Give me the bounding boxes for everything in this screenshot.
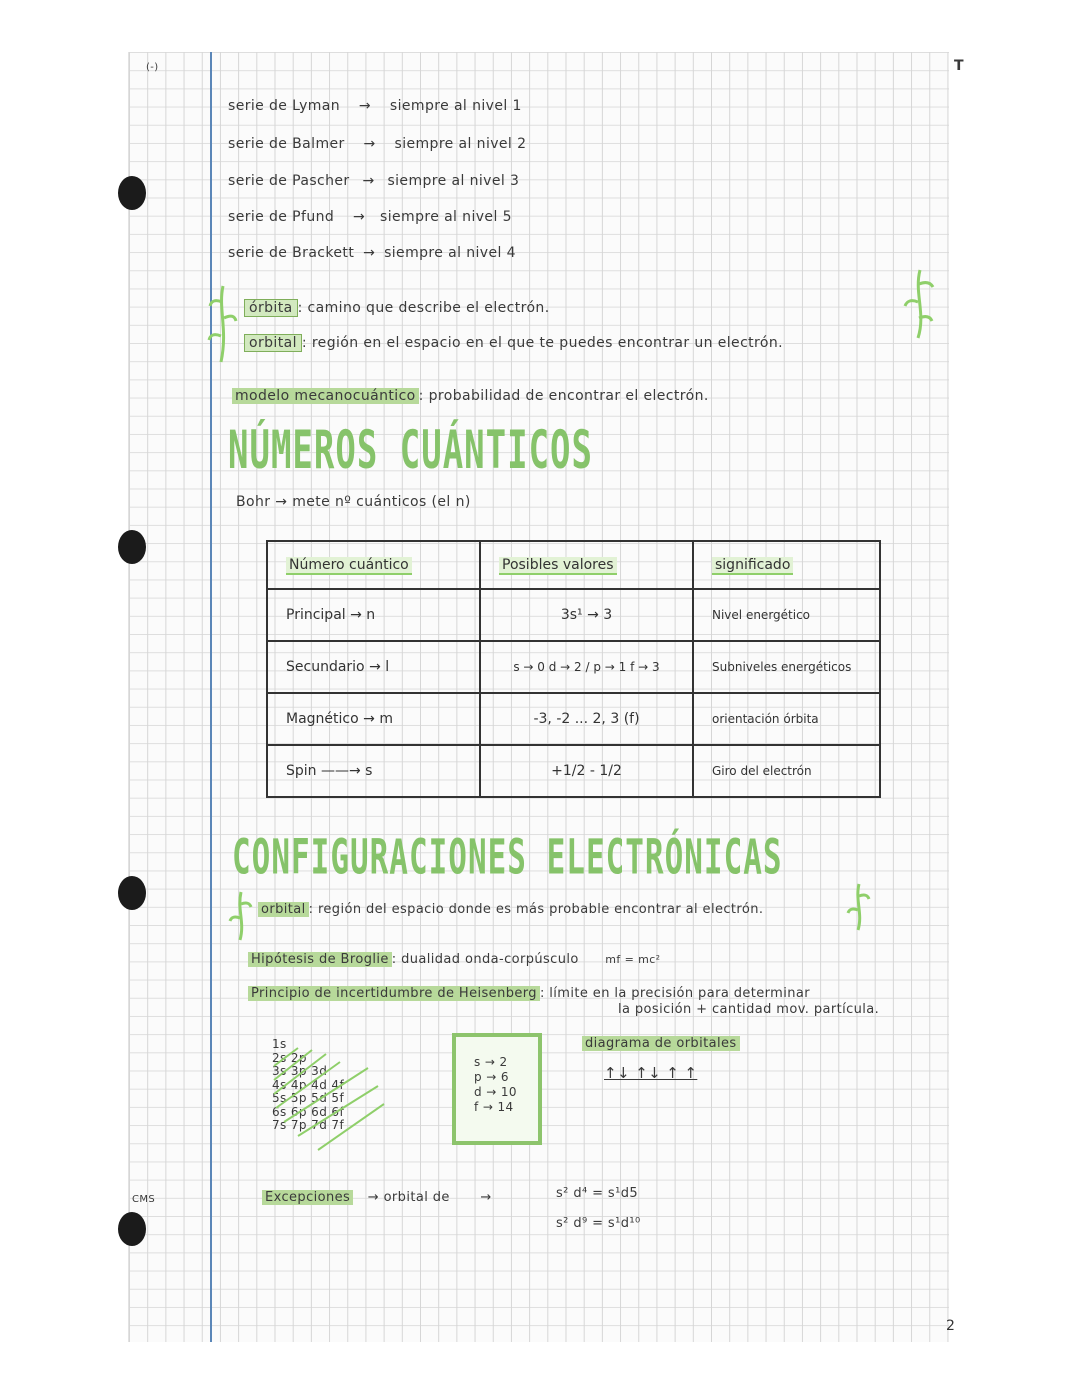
- diagonal-row: 3s 3p 3d: [272, 1064, 328, 1078]
- term-excepciones: Excepciones: [262, 1190, 353, 1205]
- broglie-formula: mf = mc²: [605, 953, 661, 966]
- qn-symbol: → n: [350, 607, 376, 623]
- series-text: siempre al nivel 4: [384, 245, 516, 261]
- qn-name: Magnético: [286, 711, 359, 727]
- definition-orbital: [244, 335, 783, 351]
- term-orbital: orbital: [244, 334, 302, 352]
- qn-name: Spin: [286, 763, 317, 779]
- table-cell: Subniveles energéticos: [693, 641, 880, 693]
- table-cell: +1/2 - 1/2: [480, 745, 693, 797]
- series-item: [228, 245, 516, 261]
- broglie-text: : dualidad onda-corpúsculo: [391, 952, 579, 967]
- heisenberg-line: [248, 986, 810, 1001]
- binder-hole: [118, 876, 146, 910]
- section-title-configuraciones: CONFIGURACIONES ELECTRÓNICAS: [232, 830, 783, 886]
- margin-line: [210, 52, 212, 1342]
- diagonal-row: 2s 2p: [272, 1050, 307, 1065]
- modelo-line: [232, 388, 709, 404]
- definition-orbita: [244, 300, 550, 316]
- diagonal-row: 5s 5p 5d 5f: [272, 1091, 345, 1105]
- series-item: [228, 209, 512, 225]
- table-cell: s → 0 d → 2 / p → 1 f → 3: [480, 641, 693, 693]
- table-cell: [267, 745, 480, 797]
- corner-mark: (-): [146, 62, 159, 73]
- series-text: siempre al nivel 5: [380, 209, 512, 225]
- modelo-text: : probabilidad de encontrar el electrón.: [418, 388, 709, 404]
- diagonal-row: 7s 7p 7d 7f: [272, 1118, 345, 1132]
- table-header: [693, 541, 880, 589]
- capacity-box: [452, 1033, 542, 1145]
- excepcion-2: s² d⁹ = s¹d¹⁰: [556, 1216, 641, 1231]
- diagonal-row: 1s: [272, 1037, 287, 1051]
- diagram-label-text: diagrama de orbitales: [582, 1036, 740, 1051]
- vine-doodle: [206, 284, 240, 364]
- definition-text: : región en el espacio en el que te puedes encontrar un electrón.: [301, 335, 783, 351]
- orbital-arrows: ↑↓ ↑↓ ↑ ↑: [604, 1064, 698, 1082]
- definition-text: : región del espacio donde es más probable encontrar al electrón.: [308, 902, 764, 917]
- qn-symbol: → m: [363, 711, 393, 727]
- binder-hole: [118, 1212, 146, 1246]
- table-row: [267, 745, 880, 797]
- table-cell: Giro del electrón: [693, 745, 880, 797]
- definition-text: : camino que describe el electrón.: [297, 300, 550, 316]
- arrow: →: [358, 98, 372, 114]
- table-cell: [267, 693, 480, 745]
- arrow: →: [362, 173, 375, 189]
- arrow: →: [363, 245, 376, 261]
- diagonal-row: 6s 6p 6d 6f: [272, 1104, 345, 1119]
- table-row: [267, 693, 880, 745]
- header-label: Posibles valores: [499, 557, 617, 575]
- header-label: significado: [712, 557, 793, 575]
- term-broglie: Hipótesis de Broglie: [248, 952, 392, 967]
- table-cell: [267, 641, 480, 693]
- vine-doodle: [846, 882, 872, 932]
- term-orbita: órbita: [244, 299, 298, 317]
- series-text: siempre al nivel 2: [394, 136, 527, 152]
- broglie-line: [248, 952, 660, 967]
- series-name: serie de Pascher: [228, 173, 350, 189]
- bohr-line: Bohr → mete nº cuánticos (el n): [236, 494, 471, 510]
- quantum-numbers-table: [266, 540, 881, 798]
- series-name: serie de Brackett: [228, 245, 355, 261]
- series-name: serie de Balmer: [228, 136, 345, 152]
- arrow: →: [480, 1190, 492, 1205]
- table-cell: orientación órbita: [693, 693, 880, 745]
- table-header-row: [267, 541, 880, 589]
- capacity-row: p → 6: [474, 1070, 509, 1084]
- binder-hole: [118, 530, 146, 564]
- vine-doodle: [900, 268, 940, 340]
- table-cell: -3, -2 ... 2, 3 (f): [480, 693, 693, 745]
- arrow: →: [363, 136, 376, 152]
- qn-name: Principal: [286, 607, 346, 623]
- heisenberg-line2: la posición + cantidad mov. partícula.: [618, 1002, 880, 1017]
- series-text: siempre al nivel 1: [389, 98, 522, 114]
- margin-note: CMS: [132, 1194, 156, 1205]
- header-label: Número cuántico: [286, 557, 412, 575]
- table-header: [267, 541, 480, 589]
- series-text: siempre al nivel 3: [387, 173, 520, 189]
- diagonal-row: 4s 4p 4d 4f: [272, 1077, 345, 1092]
- term-modelo: modelo mecanocuántico: [232, 388, 419, 404]
- vine-doodle: [228, 890, 254, 942]
- term-orbital: orbital: [258, 902, 309, 917]
- qn-symbol: ——→ s: [321, 763, 373, 779]
- series-item: [228, 98, 522, 114]
- series-name: serie de Lyman: [228, 98, 341, 114]
- series-name: serie de Pfund: [228, 209, 335, 225]
- corner-mark-right: T: [954, 58, 964, 74]
- table-header: [480, 541, 693, 589]
- table-cell: [267, 589, 480, 641]
- qn-symbol: → l: [369, 659, 390, 675]
- arrow: →: [353, 209, 366, 225]
- excepciones-line: [262, 1190, 492, 1205]
- page-number: 2: [946, 1318, 955, 1334]
- binder-hole: [118, 176, 146, 210]
- orbital-definition: [258, 902, 763, 917]
- capacity-row: s → 2: [474, 1055, 508, 1069]
- table-row: [267, 641, 880, 693]
- diagonal-arrows: [268, 1046, 398, 1154]
- capacity-row: d → 10: [474, 1085, 517, 1099]
- series-item: [228, 173, 519, 189]
- excepciones-text: → orbital de: [367, 1190, 450, 1205]
- qn-name: Secundario: [286, 659, 365, 675]
- term-heisenberg: Principio de incertidumbre de Heisenberg: [248, 986, 540, 1001]
- table-row: [267, 589, 880, 641]
- heisenberg-text: : límite en la precisión para determinar: [539, 986, 810, 1001]
- capacity-row: f → 14: [474, 1100, 514, 1114]
- section-title-numeros: NÚMEROS CUÁNTICOS: [228, 420, 593, 482]
- diagram-label: [582, 1036, 740, 1051]
- excepcion-1: s² d⁴ = s¹d5: [556, 1186, 639, 1201]
- table-cell: Nivel energético: [693, 589, 880, 641]
- series-item: [228, 136, 526, 152]
- table-cell: 3s¹ → 3: [480, 589, 693, 641]
